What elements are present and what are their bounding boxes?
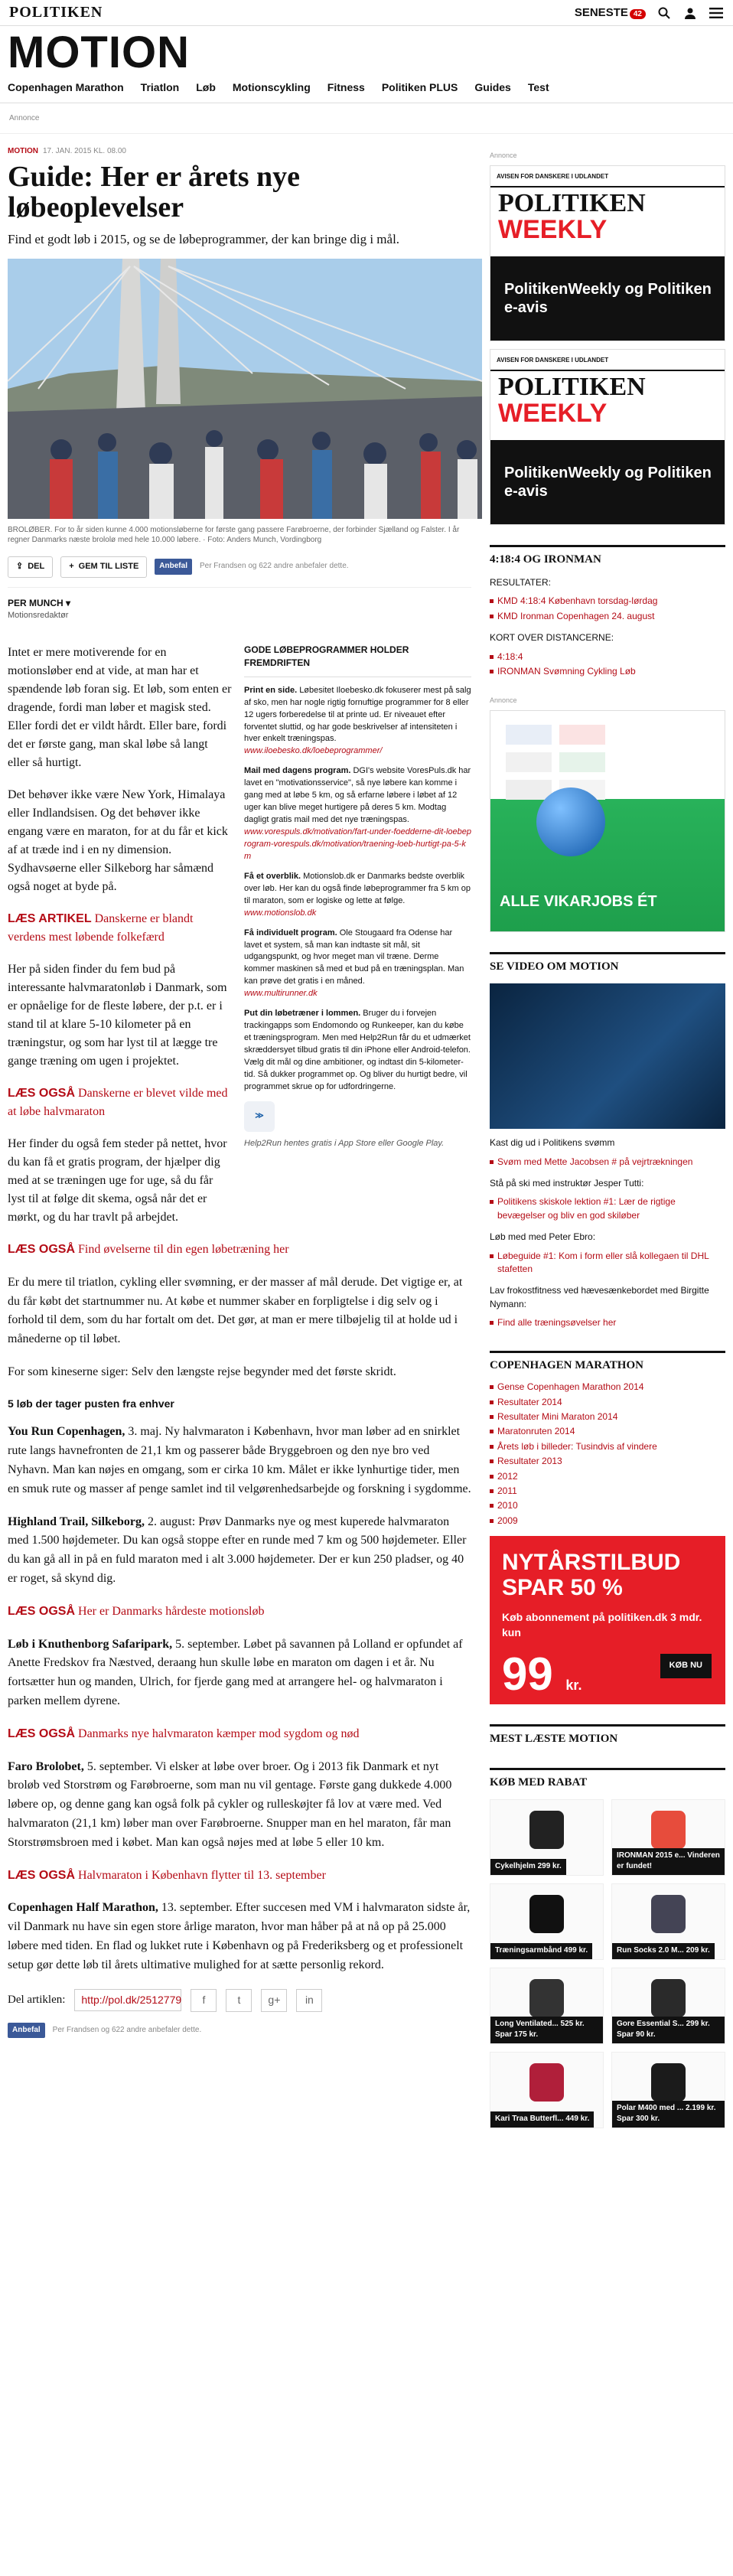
ironman-heading: 4:18:4 OG IRONMAN [490,545,725,569]
shop-grid [490,1799,725,2128]
share-url-field[interactable]: http://pol.dk/2512779 [74,1989,181,2010]
top-bar [0,0,733,26]
sidebar-link[interactable]: KMD Ironman Copenhagen 24. august [490,609,725,624]
nav-item[interactable]: Test [527,81,549,93]
sidebar-link[interactable]: Find alle træningsøvelser her [490,1316,725,1330]
product-image [529,2063,563,2102]
sidebar-link[interactable]: Resultater Mini Maraton 2014 [490,1410,725,1424]
facebook-like-button[interactable]: Anbefal [155,559,192,575]
fact-box-item: Put din løbetræner i lommen. Bruger du i forvejen trackingapps som Endomondo og Runkeeper, kan du købe et træningsprogram. Men med Help2Run får du et udmærket skræddersyet tilbud gratis til din iPhone eller Android-telefon. Vælg dit mål og dine ambitioner, og indtast din 5-kilometer-tid. Så dukker programmet op. Og bliver du hurtigt bedre, vil programmet skrue op for udfordringerne. [244,1009,471,1091]
nav-item[interactable]: Løb [196,81,216,93]
product-image [529,1979,563,2017]
article-body-full [8,1241,471,1975]
author-role: Motionsredaktør [8,611,69,620]
article-meta [8,146,471,158]
fact-box-item: Mail med dagens program. DGI's website VoresPuls.dk har lavet en "motivationsservice", så nye løbere kan komme i gang med at løbe 5 km, og så erfarne løbere i løbet af 12 uger kan blive meget hurtigere på deres 5 km. Modtag dagligt gratis mail med det nye træningspas. www.vorespuls.dk/motivation/fart-under-foedderne-dit-loebeprogram-vorespuls.dk/motivation/traening-loeb-hurtigt-pa-5-km [244,765,471,863]
twitter-icon[interactable]: t [226,1989,252,2012]
shop-heading: KØB MED RABAT [490,1768,725,1792]
politiken-logo[interactable]: POLITIKEN [9,4,103,21]
cph-marathon-heading: COPENHAGEN MARATHON [490,1351,725,1374]
fact-box-link[interactable]: www.motionslob.dk [244,908,317,918]
fact-box-link[interactable]: www.iloebesko.dk/loebeprogrammer/ [244,746,383,756]
facebook-like-count: Per Frandsen og 622 andre anbefaler dette. [52,2025,202,2034]
user-icon[interactable] [683,5,698,21]
buy-now-button[interactable]: KØB NU [660,1654,712,1678]
shop-product[interactable] [490,1799,604,1876]
body-paragraph: Her finder du også fem steder på nettet, hvor du kan få et gratis program, der hjælper dig med at se træningen uge for uge, så du får lyst til at følge dit skema, også når det er mørkt, og du har travlt på arbejdet. [8,1136,227,1224]
sidebar-link[interactable]: 2012 [490,1469,725,1484]
video-label: Stå på ski med instruktør Jesper Tutti: [490,1178,644,1189]
nav-item[interactable]: Triatlon [140,81,180,93]
video-label: Lav frokostfitness ved hævesænkebordet med Birgitte Nymann: [490,1285,709,1309]
race-item: You Run Copenhagen, 3. maj. Ny halvmaraton i København, hvor man løber ad en snirklet rute langs havnefronten de 21,1 km og passerer både Bryggebroen og den nye bro ved Nyhavn. Man kan nøjes en omgang, som er cirka 10 km. Målet er ikke lynhurtige tider, men en smuk rute og masser af penge samlet ind til velgørenhedsarbejde og forskning i sygdomme. [8,1425,471,1495]
product-label: Polar M400 med ... 2.199 kr. Spar 300 kr. [612,2101,725,2128]
search-icon[interactable] [656,5,672,21]
section-title: MOTION [8,28,190,77]
body-paragraph: Her på siden finder du fem bud på interessante halvmaratonløb i Danmark, som er opnåelige for de fleste løbere, der p.t. er i stand til at klare 5-10 kilometer på en træningstur, og som har lyst til at lægge tre gange træning om ugen i projektet. [8,962,227,1068]
bottom-share-bar [8,1989,471,2012]
race-item: Løb i Knuthenborg Safaripark, 5. september. Løbet på savannen på Lolland er opfundet af Anette Fredskov fra Næstved, deraang hun skulle løbe en maraton om dagen i et år. Nu fortsætter hun og manden, Ulrich, for fjerde gang med at arrangere hel- og halvmaraton i parken mellem dyrene. [8,1637,463,1707]
article-body-left [8,644,232,1241]
help2run-icon: ≫ [244,1101,275,1132]
list-heading: 5 løb der tager pusten fra enhver [8,1397,174,1410]
save-to-list-button[interactable]: + GEM TIL LISTE [60,556,147,578]
shop-product[interactable] [611,2052,725,2128]
read-also-link[interactable]: LÆS OGSÅ Danmarks nye halvmaraton kæmper mod sygdom og nød [8,1727,360,1740]
chevron-down-icon: ▾ [66,597,71,608]
race-item: Faro Brolobet, 5. september. Vi elsker at løbe over broer. Og i 2013 fik Danmark et nyt broløb ved Storstrøm og Farøbroerne, som man nu vil gentage. Første gang dukkede 4.000 løbere op, og denne gang kan også folk på cykler og rulleskøjter få lov at være med. Ved halvmaraton (21,1 km) løber man over Farøbroerne. Snupper man en hel maraton, får man Storstrømsbroen med i købet. Man kan også nøjes med at løbe 5 eller 10 km. [8,1759,452,1849]
article-section[interactable]: MOTION [8,147,38,156]
ad-label: Annonce [490,152,517,160]
politiken-weekly-ad[interactable]: AVISEN FOR DANSKERE I UDLANDET POLITIKEN WEEKLY PolitikenWeekly og Politiken e-avis [490,349,725,525]
plus-icon: + [69,561,74,571]
share-article-label: Del artiklen: [8,1993,66,2006]
fact-box-image-caption: Help2Run hentes gratis i App Store eller Google Play. [244,1138,445,1148]
shop-product[interactable] [611,1799,725,1876]
shop-product[interactable] [611,1968,725,2044]
facebook-like-button[interactable]: Anbefal [8,2023,45,2039]
sidebar-link[interactable]: KMD 4:18:4 København torsdag-lørdag [490,594,725,608]
sidebar-link[interactable]: Maratonruten 2014 [490,1424,725,1439]
video-thumbnail[interactable] [490,983,725,1129]
video-label: Kast dig ud i Politikens svømm [490,1137,615,1149]
most-read-heading: MEST LÆSTE MOTION [490,1724,725,1748]
body-paragraph: Intet er mere motiverende for en motionsløber end at vide, at man har et spændende løb foran sig. Et løb, som enten er dragende, fordi man løber et magisk sted. Eller fordi det er vildt hårdt. Eller bare, fordi det er første gang, man skal løbe så langt eller så hurtigt. [8,645,232,769]
section-nav [0,75,733,103]
menu-icon[interactable] [709,5,724,21]
nav-item[interactable]: Motionscykling [232,81,311,93]
fact-box-link[interactable]: www.vorespuls.dk/motivation/fart-under-foedderne-dit-loebeprogram-vorespuls.dk/motivation/traening-loeb-hurtigt-pa-5-km [244,827,471,861]
sidebar-link[interactable]: Årets løb i billeder: Tusindvis af vindere [490,1440,725,1454]
sidebar-link[interactable]: Svøm med Mette Jacobsen # på vejrtrækningen [490,1155,725,1169]
sidebar-link[interactable]: 2010 [490,1498,725,1513]
fact-box-item: Print en side. Løbesitet Iloebesko.dk fokuserer mest på salg af sko, men har nogle rigtig fornuftige programmer for 8 eller 12 ugers forberedelse til at printe ud. Er niveauet efter forventet sluttid, og har gode beskrivelser af intensiteten i hver enkelt træningspas. www.iloebesko.dk/loebeprogrammer/ [244,685,471,758]
product-label: IRONMAN 2015 e... Vinderen er fundet! [612,1848,725,1875]
product-label: Long Ventilated... 525 kr. Spar 175 kr. [490,2017,603,2043]
nav-item[interactable]: Politiken PLUS [381,81,458,93]
body-paragraph: Er du mere til triatlon, cykling eller svømning, er der masser af mål derude. Det vigtige er, at du får købt det startnummer nu. At købe et nummer skaber en forpligtelse i dig selv og i forhold til dem, som du har fortalt om det. Det gør, at man er mere tilbøjelig til at holde ud i månederne op til løbet. [8,1275,463,1346]
read-also-link[interactable]: LÆS OGSÅ Danskerne er blevet vilde med at løbe halvmaraton [8,1086,228,1118]
product-image [651,2063,685,2102]
article-title: Guide: Her er årets nye løbeoplevelser [8,160,301,223]
sidebar-link[interactable]: Løbeguide #1: Kom i form eller slå kollegaen til DHL stafetten [490,1249,725,1277]
sidebar-link[interactable]: IRONMAN Svømning Cykling Løb [490,664,725,679]
article-date: 17. JAN. 2015 KL. 08.00 [43,147,126,156]
product-image [651,1811,685,1849]
product-label: Cykelhjelm 299 kr. [490,1859,566,1875]
fact-box [244,644,471,1241]
top-actions [575,5,724,21]
bottom-facebook-bar [8,2023,471,2048]
hero-caption: BROLØBER. For to år siden kunne 4.000 motionsløberne for første gang passere Farøbroerne, der forbinder Sjælland og Falster. I år regner Danmarks næste brololø med hele 10.000 løbere. · Foto: Anders Munch, Vordingborg [8,525,460,545]
sidebar-link[interactable]: Politikens skiskole lektion #1: Lær de rigtige bevægelser og bliv en god skiløber [490,1195,725,1223]
google-plus-icon[interactable]: g+ [261,1989,287,2012]
ironman-list: RESULTATER: KMD 4:18:4 København torsdag-lørdag KMD Ironman Copenhagen 24. august KORT OVER DISTANCERNE: 4:18:4 IRONMAN Svømning Cykling Løb [490,576,725,679]
sidebar-link[interactable]: Resultater 2014 [490,1395,725,1410]
video-heading: SE VIDEO OM MOTION [490,952,725,976]
product-label: Run Socks 2.0 M... 209 kr. [612,1943,715,1959]
sidebar [490,134,725,2128]
product-image [651,1895,685,1933]
shop-product[interactable] [611,1883,725,1960]
product-label: Gore Essential S... 299 kr. Spar 90 kr. [612,2017,725,2043]
latest-button[interactable]: SENESTE 42 [575,5,646,21]
read-also-link[interactable]: LÆS OGSÅ Halvmaraton i København flytter til 13. september [8,1868,326,1882]
video-list [490,1136,725,1330]
shop-product[interactable] [490,2052,604,2128]
page-wrap [0,134,733,2128]
race-item: Highland Trail, Silkeborg, 2. august: Prøv Danmarks nye og mest kuperede halvmaraton med 1.500 højdemeter. Du kan også stoppe efter en runde med 7 km og 500 højdemeter. Eller du kan gå all in på en fuld maraton med i alt 3.000 højdemeter. Der er kun 250 pladser, og 40 er roget, så skynd dig. [8,1515,467,1585]
article-two-column [8,644,471,1241]
author-block [8,597,471,622]
politiken-weekly-ad[interactable]: AVISEN FOR DANSKERE I UDLANDET POLITIKEN WEEKLY PolitikenWeekly og Politiken e-avis [490,165,725,341]
race-item: Copenhagen Half Marathon, 13. september. Efter succesen med VM i halvmaraton sidste år, vil Danmark nu have sin egen store årlige maraton, hvor man håber på at nå op på 25.000 løbere med tiden. En flad og lukket rute i København og på Frederiksberg og et professionelt setup gør dette løb til årets ultimative mulighed for at sætte personlig rekord. [8,1901,471,1971]
sidebar-link[interactable]: Resultater 2013 [490,1454,725,1469]
article-lead: Find et godt løb i 2015, og se de løbeprogrammer, der kan bringe dig i mål. [8,231,400,246]
facebook-like-count: Per Frandsen og 622 andre anbefaler dette. [199,562,349,571]
sidebar-link[interactable]: 2011 [490,1484,725,1498]
fact-box-item: Få et overblik. Motionslob.dk er Danmarks bedste overblik over løb. Her kan du også finde løbeprogrammer fra 5 km op til maraton, som er logiske og lette at følge. www.motionslob.dk [244,871,471,920]
read-also-link[interactable]: LÆS OGSÅ Her er Danmarks hårdeste motionsløb [8,1604,265,1618]
latest-count-badge: 42 [630,9,646,19]
subscription-ad[interactable]: NYTÅRSTILBUD SPAR 50 % Køb abonnement på politiken.dk 3 mdr. kun 99 kr. KØB NU [490,1536,725,1704]
article-column [8,134,482,2128]
linkedin-icon[interactable]: in [296,1989,322,2012]
sidebar-link[interactable]: Gense Copenhagen Marathon 2014 [490,1380,725,1394]
share-bar [8,556,471,588]
shop-product[interactable] [490,1883,604,1960]
facebook-icon[interactable]: f [191,1989,217,2012]
ad-label: Annonce [490,696,517,705]
product-image [529,1811,563,1849]
video-label: Løb med med Peter Ebro: [490,1231,596,1243]
read-also-link[interactable]: LÆS OGSÅ Find øvelserne til din egen løbetræning her [8,1242,289,1256]
vikar-ad[interactable]: ALLE VIKARJOBS ÉT [490,710,725,932]
sidebar-link[interactable]: 4:18:4 [490,650,725,664]
fact-box-title: GODE LØBEPROGRAMMER HOLDER FREMDRIFTEN [244,644,471,677]
author-name[interactable]: PER MUNCH ▾ [8,597,71,608]
share-button[interactable]: ⇪ DEL [8,556,53,578]
product-image [529,1895,563,1933]
product-label: Træningsarmbånd 499 kr. [490,1943,592,1959]
fact-box-item: Få individuelt program. Ole Stougaard fra Odense har lavet et system, så man kan indtaste sit mål, sit udgangspunkt, og hvor meget man vil træne. Derme kommer maskinen så med et bud på en træningsplan. Man kan prøve det gratis i en måned. www.multirunner.dk [244,928,471,1001]
body-paragraph: Det behøver ikke være New York, Himalaya eller Indlandsisen. Og det behøver ikke engang være en maraton, for at du får et kick af at træde ind i en ny dimension. Sydhavsøerne eller Silkeborg har såmænd også noget at byde på. [8,787,228,893]
read-also-link[interactable]: LÆS ARTIKEL Danskerne er blandt verdens mest løbende folkefærd [8,911,194,944]
shop-product[interactable] [490,1968,604,2044]
nav-item[interactable]: Copenhagen Marathon [8,81,124,93]
body-paragraph: For som kineserne siger: Selv den længste rejse begynder med det første skridt. [8,1365,396,1378]
nav-item[interactable]: Guides [474,81,511,93]
ad-label-top: Annonce [0,103,733,134]
hero-image [8,259,482,519]
cph-marathon-list [490,1380,725,1528]
nav-item[interactable]: Fitness [327,81,365,93]
product-image [651,1979,685,2017]
sidebar-link[interactable]: 2009 [490,1514,725,1528]
fact-box-link[interactable]: www.multirunner.dk [244,989,318,999]
product-label: Kari Traa Butterfl... 449 kr. [490,2111,594,2128]
share-icon: ⇪ [16,561,24,571]
